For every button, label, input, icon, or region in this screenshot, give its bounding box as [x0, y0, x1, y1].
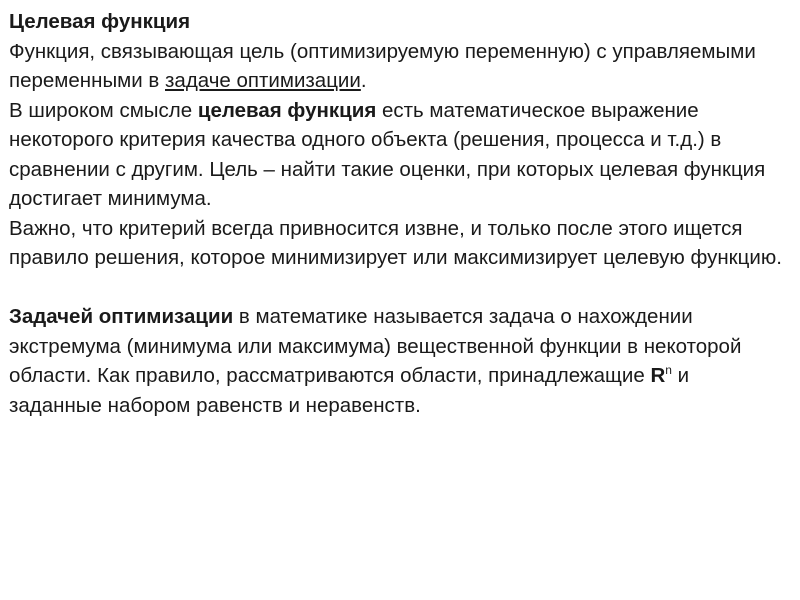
optimization-text-1: в математике называется задача о нахождении экстремума (минимума или максимума) вещественной функции в некоторой области. Как правило, рассматриваются области, принадлежащие — [9, 305, 742, 387]
broad-sense-term: целевая функция — [197, 98, 377, 122]
blank-line — [9, 273, 784, 303]
title-target-function: Целевая функция — [9, 10, 191, 33]
broad-sense-start: В широком смысле — [9, 98, 198, 122]
broad-sense-text: есть математическое выражение некоторого критерия качества одного объекта (решения, процесса и т.д.) в сравнении с другим. Цель – найти такие оценки, при которых целевая функция достигает минимума. — [9, 98, 766, 210]
paragraph-criterion — [9, 214, 784, 273]
paragraph-broad-sense — [9, 96, 784, 214]
dimension-superscript: n — [665, 363, 672, 378]
slide-content — [9, 7, 784, 420]
optimization-task-link[interactable]: задаче оптимизации — [165, 69, 361, 92]
definition-text: Функция, связывающая цель (оптимизируемую переменную) с управляемыми переменными в — [9, 39, 756, 92]
real-space-symbol: R — [650, 364, 666, 387]
optimization-text-2: и заданные набором равенств и неравенств. — [9, 364, 690, 417]
criterion-text: Важно, что критерий всегда привносится извне, и только после этого ищется правило решения, которое минимизирует или максимизирует целевую функцию. — [9, 216, 782, 269]
paragraph-definition — [9, 37, 784, 96]
paragraph-optimization-task — [9, 302, 784, 420]
section-title — [9, 7, 784, 37]
optimization-task-term: Задачей оптимизации — [9, 305, 234, 328]
definition-end: . — [360, 69, 367, 92]
